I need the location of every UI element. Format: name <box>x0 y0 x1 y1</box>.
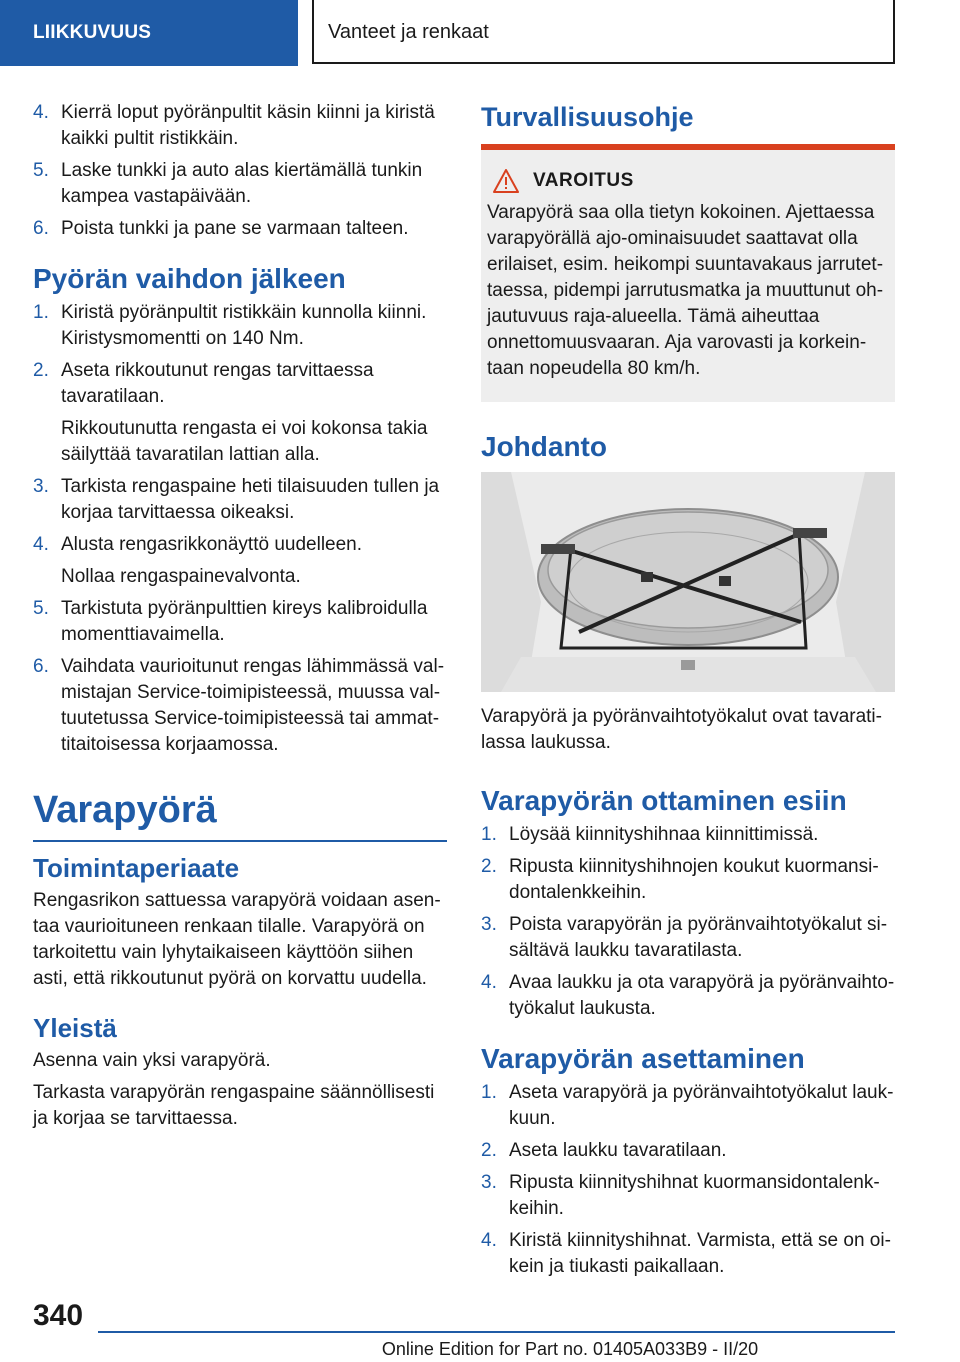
step-number: 4. <box>481 972 497 993</box>
general-heading: Yleistä <box>33 1013 117 1043</box>
list-item <box>481 1170 895 1222</box>
step-number: 1. <box>481 824 497 845</box>
general-text-1: Asenna vain yksi varapyörä. <box>33 1050 271 1071</box>
step-number: 1. <box>481 1082 497 1103</box>
step-text: Laske tunkki ja auto alas kiertämällä tunkin kampea vastapäivään. <box>61 160 423 207</box>
list-item <box>33 216 447 242</box>
principle-heading: Toimintaperiaate <box>33 853 240 883</box>
list-item <box>481 1138 895 1164</box>
list-item <box>33 654 447 758</box>
topic-title: Vanteet ja renkaat <box>312 0 895 64</box>
install-steps <box>481 1080 895 1280</box>
step-text: Kierrä loput pyöränpultit käsin kiinni ja kiristä kaikki pultit ristikkäin. <box>61 102 435 149</box>
step-text: Aseta varapyörä ja pyöränvaihtotyökalut laukkuun. <box>509 1082 894 1129</box>
warning-triangle-icon <box>493 169 519 193</box>
safety-heading: Turvallisuusohje <box>481 102 694 132</box>
list-item <box>33 300 447 352</box>
step-number: 4. <box>33 534 49 555</box>
after-change-steps <box>33 300 447 758</box>
step-number: 3. <box>33 476 49 497</box>
spare-wheel-heading: Varapyörä <box>33 786 447 842</box>
footer-divider <box>98 1331 895 1333</box>
step-number: 2. <box>481 856 497 877</box>
step-text: Avaa laukku ja ota varapyörä ja pyöränvaihtotyökalut laukusta. <box>509 972 895 1019</box>
step-number: 6. <box>33 656 49 677</box>
step-text: Tarkistuta pyöränpulttien kireys kalibroidulla momenttiavaimella. <box>61 598 428 645</box>
step-number: 1. <box>33 302 49 323</box>
step-text: Kiristä pyöränpultit ristikkäin kunnolla kiinni. Kiristysmomentti on 140 Nm. <box>61 302 427 349</box>
page-header <box>0 0 960 66</box>
step-text: Poista varapyörän ja pyöränvaihtotyökalut sisältävä laukku tavaratilasta. <box>509 914 888 961</box>
spare-wheel-image <box>481 472 895 692</box>
install-heading: Varapyörän asettaminen <box>481 1043 805 1074</box>
step-number: 5. <box>33 160 49 181</box>
remove-steps <box>481 822 895 1022</box>
list-item <box>481 912 895 964</box>
step-number: 5. <box>33 598 49 619</box>
step-text: Poista tunkki ja pane se varmaan talteen. <box>61 218 409 239</box>
step-number: 3. <box>481 1172 497 1193</box>
list-item <box>481 822 895 848</box>
list-item <box>33 100 447 152</box>
step-number: 6. <box>33 218 49 239</box>
step-number: 2. <box>481 1140 497 1161</box>
step-text: Löysää kiinnityshihnaa kiinnittimissä. <box>509 824 819 845</box>
step-number: 2. <box>33 360 49 381</box>
step-text: Kiristä kiinnityshihnat. Varmista, että se on oikein ja tiukasti paikallaan. <box>509 1230 891 1277</box>
step-text: Ripusta kiinnityshihnat kuormansidontalenkkeihin. <box>509 1172 880 1219</box>
list-item <box>33 474 447 526</box>
list-item <box>481 1080 895 1132</box>
section-tab[interactable]: LIIKKUVUUS <box>0 0 298 66</box>
list-item <box>481 854 895 906</box>
step-text: Tarkista rengaspaine heti tilaisuuden tullen ja korjaa tarvittaessa oikeaksi. <box>61 476 440 523</box>
spare-wheel-illustration <box>481 472 895 692</box>
step-number: 4. <box>481 1230 497 1251</box>
warning-label: VAROITUS <box>533 170 634 191</box>
warning-text: Varapyörä saa olla tietyn kokoinen. Ajettaessa varapyörällä ajo-ominaisuudet saattavat olla erilaiset, esim. heikompi suuntavakaus jarrutettaessa, pidempi jarrutusmatka ja muuttunut ohjautuvuus raja-alueella. Tämä aiheuttaa onnettomuusvaaran. Aja varovasti ja korkeintaan nopeudella 80 km/h. <box>487 202 884 379</box>
step-text: Ripusta kiinnityshihnojen koukut kuormansidontalenkkeihin. <box>509 856 879 903</box>
list-item <box>33 358 447 468</box>
step-text: Aseta rikkoutunut rengas tarvittaessa tavaratilaan. <box>61 360 374 407</box>
list-item <box>33 596 447 648</box>
warning-header <box>487 168 887 194</box>
page-number: 340 <box>33 1299 84 1332</box>
list-item <box>33 158 447 210</box>
list-item <box>481 970 895 1022</box>
remove-heading: Varapyörän ottaminen esiin <box>481 785 847 816</box>
step-subtext: Rikkoutunutta rengasta ei voi kokonsa takia säilyttää tavaratilan lattian alla. <box>61 418 428 465</box>
intro-caption: Varapyörä ja pyöränvaihtotyökalut ovat tavaratilassa laukussa. <box>481 706 882 753</box>
general-text-2: Tarkasta varapyörän rengaspaine säännöllisesti ja korjaa se tarvittaessa. <box>33 1082 435 1129</box>
step-number: 4. <box>33 102 49 123</box>
list-item <box>481 1228 895 1280</box>
step-text: Aseta laukku tavaratilaan. <box>509 1140 727 1161</box>
after-change-heading: Pyörän vaihdon jälkeen <box>33 263 346 294</box>
left-column <box>33 100 447 1138</box>
intro-heading: Johdanto <box>481 431 607 462</box>
step-text: Vaihdata vaurioitunut rengas lähimmässä valmistajan Service-toimipisteessä, muussa valtuutetussa Service-toimipisteessä tai ammattitaitoisessa korjaamossa. <box>61 656 445 755</box>
principle-text: Rengasrikon sattuessa varapyörä voidaan asentaa vaurioituneen renkaan tilalle. Varapyörä on tarkoitettu vain lyhytaikaiseen käyttöön siihen asti, että rikkoutunut pyörä on korvattu uudella. <box>33 890 441 989</box>
right-column <box>481 100 895 1286</box>
list-item <box>33 532 447 590</box>
edition-text: Online Edition for Part no. 01405A033B9 - II/20 <box>381 1339 759 1359</box>
step-number: 3. <box>481 914 497 935</box>
step-subtext: Nollaa rengaspainevalvonta. <box>61 566 301 587</box>
step-text: Alusta rengasrikkonäyttö uudelleen. <box>61 534 363 555</box>
steps-list-top <box>33 100 447 242</box>
warning-box <box>481 144 895 402</box>
